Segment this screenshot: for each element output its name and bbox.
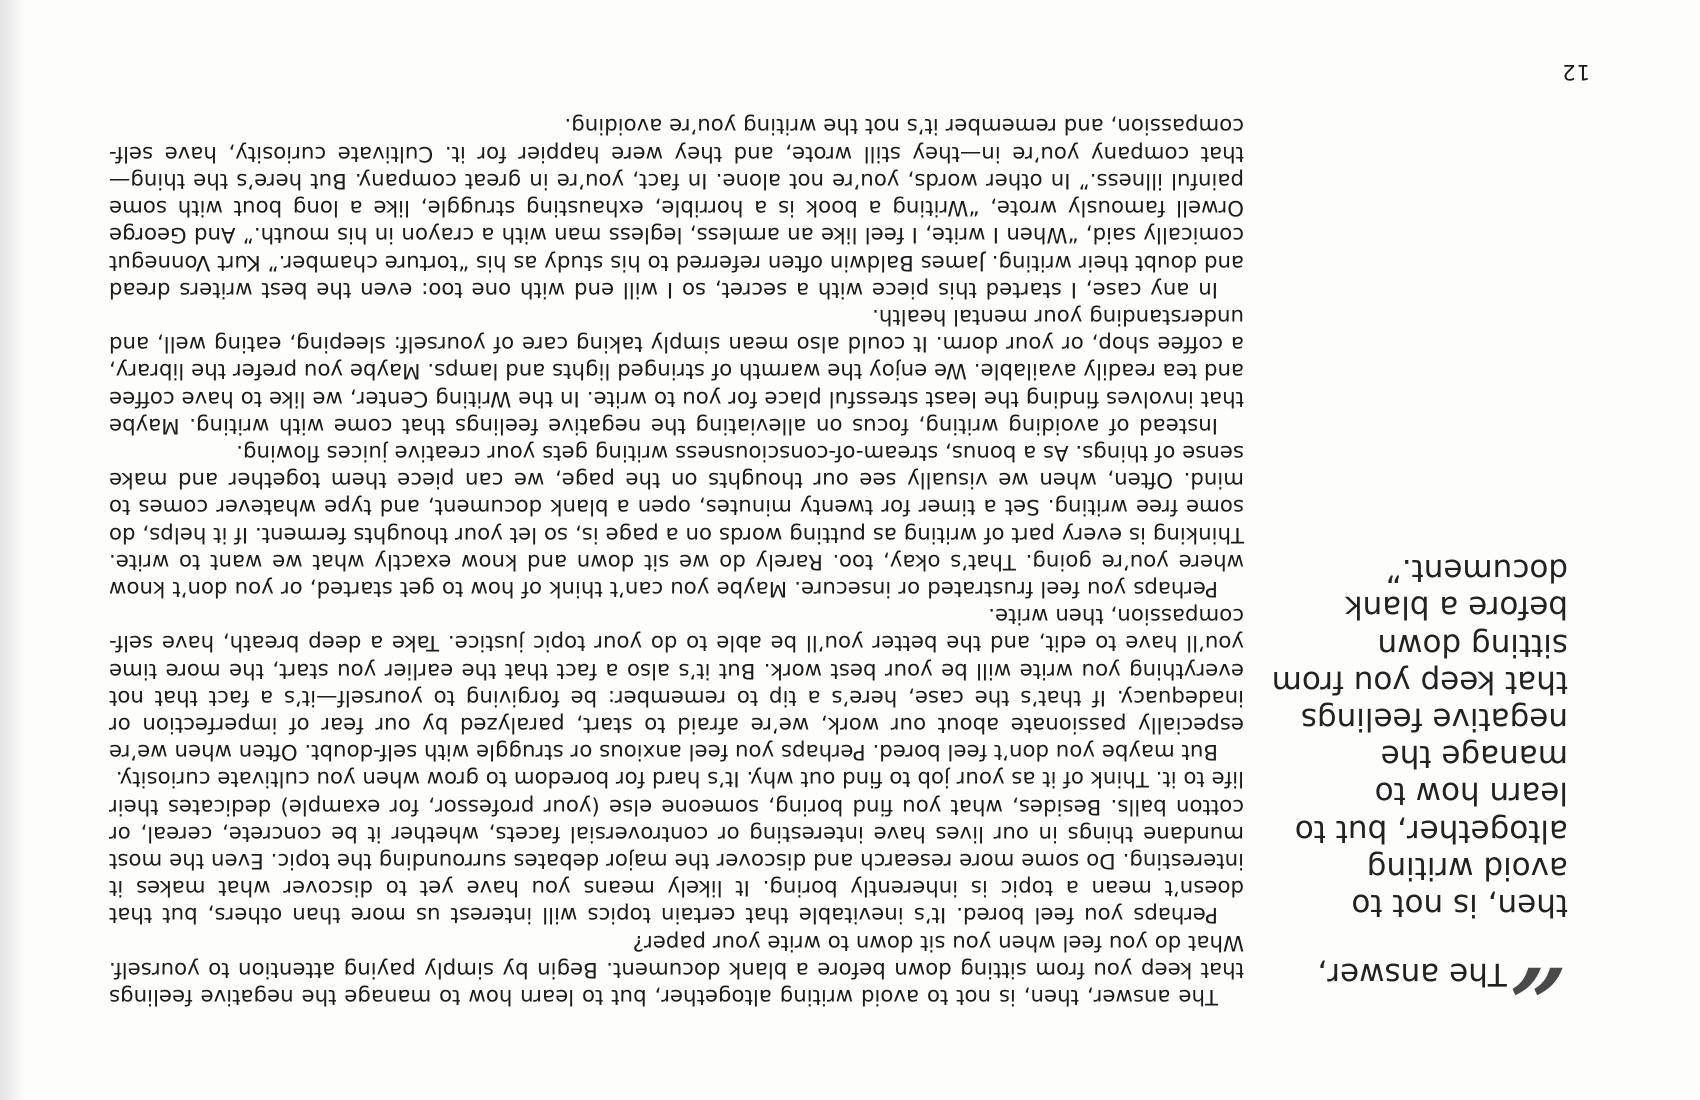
paragraph: The answer, then, is not to avoid writing altogether, but to learn how to manage the negative feelings that keep you from sitting down before a blank document. Begin by simply paying attention to yourself. What do you feel when you sit down to write your paper? [109, 929, 1244, 1009]
paragraph: Instead of avoiding writing, focus on alleviating the negative feelings that come with writing. Maybe that involves finding the least stressful place for you to write. In the Writing Center, we like to have coffee and tea readily available. We enjoy the warmth of stringed lights and lamps. Maybe you prefer the library, a coffee shop, or your dorm. It could also mean simply taking care of yourself: sleeping, eating well, and understanding your mental health. [109, 303, 1244, 438]
page-number: 12 [1561, 60, 1590, 84]
page-edge-shadow [0, 0, 26, 1100]
paragraph: In any case, I started this piece with a secret, so I will end with one too: even the best writers dread and doubt their writing. James Baldwin often referred to his study as his “torture chamber.” Kurt Vonnegut comically said, “When I write, I feel like an armless, legless man with a crayon in his mouth.” And George Orwell famously wrote, “Writing a book is a horrible, exhausting struggle, like a long bout with some painful illness.” In other words, you’re not alone. In fact, you’re in great company. But here’s the thing—that company you’re in—they still wrote, and they were happier for it. Cultivate curiosity, have self-compassion, and remember it’s not the writing you’re avoiding. [109, 113, 1244, 302]
paragraph: Perhaps you feel frustrated or insecure. Maybe you can’t think of how to get started, or you don’t know where you’re going. That’s okay, too. Rarely do we sit down and know exactly what we want to write. Thinking is every part of writing as putting words on a page is, so let your thoughts ferment. If it helps, do some free writing. Set a timer for twenty minutes, open a blank document, and type whatever comes to mind. Often, when we visually see our thoughts on the page, we can piece them together and make sense of things. As a bonus, stream-of-consciousness writing gets your creative juices flowing. [109, 439, 1244, 601]
paragraph: Perhaps you feel bored. It’s inevitable that certain topics will interest us more than others, but that doesn’t mean a topic is inherently boring. It likely means you have yet to discover what makes it interesting. Do some more research and discover the major debates surrounding the topic. Even the most mundane things in our lives have interesting or controversial facets, whether it be concrete, cereal, or cotton balls. Besides, what you find boring, someone else (your professor, for example) dedicates their life to it. Think of it as your job to find out why. It’s hard for boredom to grow when you cultivate curiosity. [109, 766, 1244, 928]
pull-quote-text: The answer, then, is not to avoid writing altogether, but to learn how to manage the negative feelings that keep you from sitting down before a blank document.” [1271, 552, 1568, 992]
quote-mark-icon: “ [1504, 901, 1576, 1014]
article-body [109, 112, 1244, 1010]
pull-quote [1268, 551, 1576, 1014]
paragraph: But maybe you don’t feel bored. Perhaps you feel anxious or struggle with self-doubt. Often when we’re especially passionate about our work, we’re afraid to start, paralyzed by our fear of imperfection or inadequacy. If that’s the case, here’s a tip to remember: be forgiving to yourself—it’s a fact that not everything you write will be your best work. But it’s also a fact that the earlier you start, the more time you’ll have to edit, and the better you’ll be able to do your topic justice. Take a deep breath, have self-compassion, then write. [109, 603, 1244, 765]
